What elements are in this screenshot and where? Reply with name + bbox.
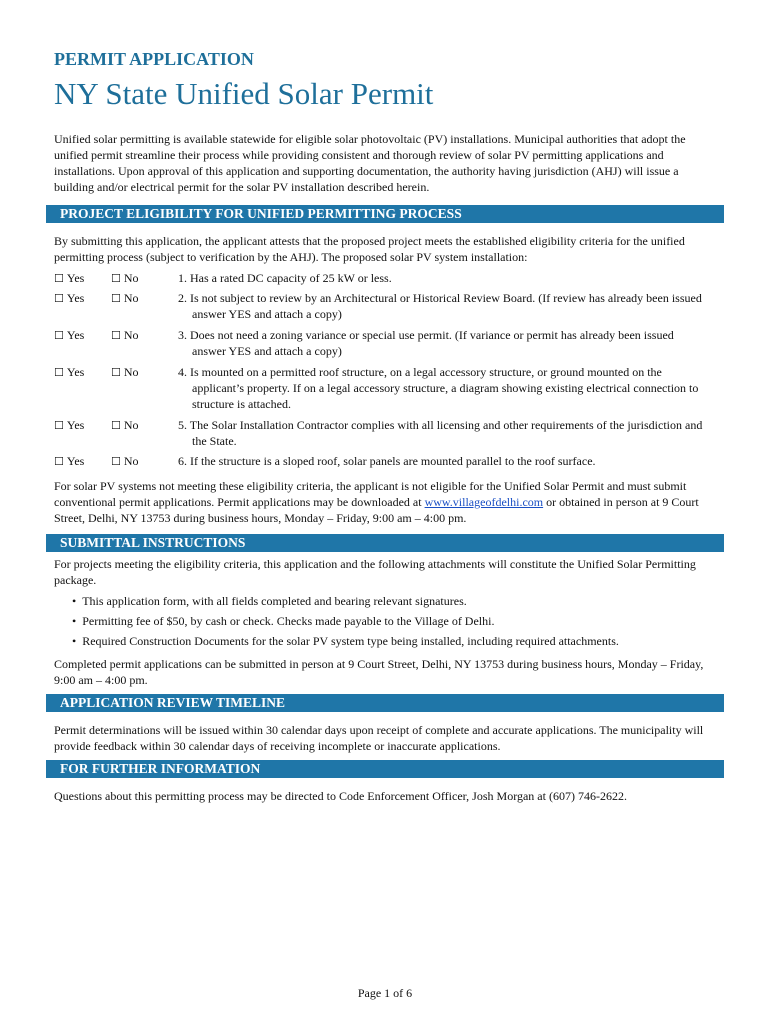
list-item-text: This application form, with all fields completed and bearing relevant signatures. [82, 594, 467, 608]
checkbox-icon: ☐ [54, 366, 64, 379]
bullet-icon: • [72, 614, 77, 628]
yes-label: Yes [66, 291, 85, 305]
section-heading-further-info: FOR FURTHER INFORMATION [46, 760, 724, 778]
checkbox-icon: ☐ [111, 366, 121, 379]
no-option-1[interactable] [111, 270, 139, 287]
list-item [72, 634, 619, 649]
yes-option-6[interactable] [54, 453, 84, 470]
yes-label: Yes [66, 454, 85, 468]
yes-label: Yes [66, 365, 85, 379]
no-label: No [123, 328, 139, 342]
criterion-text: 1. Has a rated DC capacity of 25 kW or less. [178, 271, 392, 285]
checkbox-icon: ☐ [111, 272, 121, 285]
checkbox-icon: ☐ [54, 329, 64, 342]
note-text-continued: or obtained in person at 9 Court Street, Delhi, NY 13753 during business hours, Monday – Friday, 9:00 am – 4:00 pm. [54, 495, 699, 525]
note-text: For solar PV systems not meeting these eligibility criteria, the applicant is not eligible for the Unified Solar Permit and must submit conventional permit applications. Permit applications may be downloaded at [54, 479, 687, 509]
village-website-link[interactable]: www.villageofdelhi.com [424, 495, 544, 509]
yes-option-5[interactable] [54, 417, 84, 434]
yes-label: Yes [66, 271, 85, 285]
yes-label: Yes [66, 418, 85, 432]
checkbox-icon: ☐ [54, 455, 64, 468]
bullet-icon: • [72, 634, 77, 648]
checkbox-icon: ☐ [54, 272, 64, 285]
no-option-2[interactable] [111, 290, 139, 307]
criterion-text: 4. Is mounted on a permitted roof structure, on a legal accessory structure, or ground mounted on the applicant’s property. If on a legal accessory structure, a diagram showing existing electrical connection to structure is attached. [178, 365, 699, 411]
page-number: Page 1 of 6 [357, 986, 413, 1000]
no-label: No [123, 365, 139, 379]
further-info-text: Questions about this permitting process may be directed to Code Enforcement Officer, Josh Morgan at (607) 746-2622. [54, 789, 627, 803]
submittal-closing: Completed permit applications can be submitted in person at 9 Court Street, Delhi, NY 13753 during business hours, Monday – Friday, 9:00 am – 4:00 pm. [54, 657, 704, 687]
yes-label: Yes [66, 328, 85, 342]
criterion-text: 2. Is not subject to review by an Architectural or Historical Review Board. (If review has already been issued answer YES and attach a copy) [178, 291, 702, 321]
no-label: No [123, 271, 139, 285]
no-option-4[interactable] [111, 364, 139, 381]
criterion-text: 3. Does not need a zoning variance or special use permit. (If variance or permit has already been issued answer YES and attach a copy) [178, 328, 674, 358]
list-item [72, 614, 494, 629]
checkbox-icon: ☐ [54, 292, 64, 305]
checkbox-icon: ☐ [111, 455, 121, 468]
checkbox-icon: ☐ [111, 329, 121, 342]
yes-option-3[interactable] [54, 327, 84, 344]
criterion-text: 5. The Solar Installation Contractor complies with all licensing and other requirements of the jurisdiction and the State. [178, 418, 703, 448]
no-option-3[interactable] [111, 327, 139, 344]
eligibility-lead: By submitting this application, the applicant attests that the proposed project meets the established eligibility criteria for the unified permitting process (subject to verification by the AHJ). The proposed solar PV system installation: [54, 234, 685, 264]
yes-option-4[interactable] [54, 364, 84, 381]
list-item-text: Required Construction Documents for the solar PV system type being installed, including required attachments. [82, 634, 619, 648]
bullet-icon: • [72, 594, 77, 608]
section-heading-timeline: APPLICATION REVIEW TIMELINE [46, 694, 724, 712]
no-label: No [123, 454, 139, 468]
checkbox-icon: ☐ [111, 292, 121, 305]
no-label: No [123, 291, 139, 305]
section-heading-eligibility: PROJECT ELIGIBILITY FOR UNIFIED PERMITTING PROCESS [46, 205, 724, 223]
submittal-lead: For projects meeting the eligibility criteria, this application and the following attachments will constitute the Unified Solar Permitting package. [54, 557, 696, 587]
checkbox-icon: ☐ [111, 419, 121, 432]
page-title: NY State Unified Solar Permit [54, 76, 434, 111]
eligibility-note [54, 478, 714, 526]
criterion-text: 6. If the structure is a sloped roof, solar panels are mounted parallel to the roof surface. [178, 454, 596, 468]
no-label: No [123, 418, 139, 432]
timeline-text: Permit determinations will be issued within 30 calendar days upon receipt of complete and accurate applications. The municipality will provide feedback within 30 calendar days of receiving incomplete or inaccurate applications. [54, 723, 704, 753]
no-option-5[interactable] [111, 417, 139, 434]
yes-option-2[interactable] [54, 290, 84, 307]
list-item [72, 594, 467, 609]
list-item-text: Permitting fee of $50, by cash or check. Checks made payable to the Village of Delhi. [82, 614, 495, 628]
intro-paragraph: Unified solar permitting is available statewide for eligible solar photovoltaic (PV) installations. Municipal authorities that adopt the unified permit streamline their process while providing consistent and thorough review of solar PV permitting applications and installations. Upon approval of this application and supporting documentation, the authority having jurisdiction (AHJ) will issue a building and/or electrical permit for the solar PV installation described herein. [54, 132, 686, 194]
checkbox-icon: ☐ [54, 419, 64, 432]
yes-option-1[interactable] [54, 270, 84, 287]
document-kicker: PERMIT APPLICATION [54, 49, 254, 69]
no-option-6[interactable] [111, 453, 139, 470]
section-heading-submittal: SUBMITTAL INSTRUCTIONS [46, 534, 724, 552]
